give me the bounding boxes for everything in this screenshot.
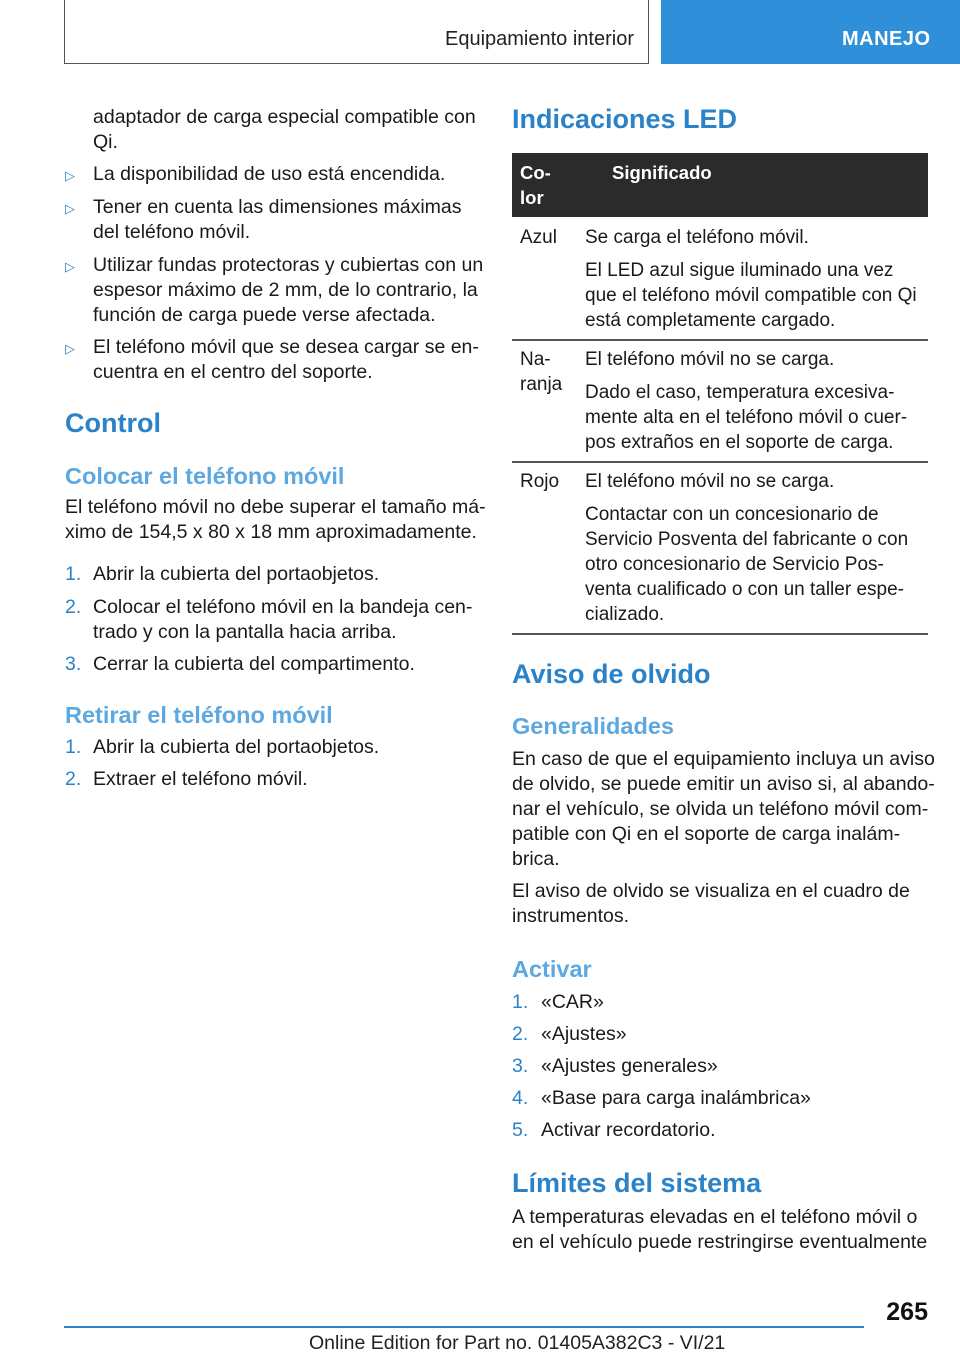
section-tab [661,0,960,64]
table-header [512,153,928,217]
table-row-divider [512,339,928,341]
heading-limites: Límites del sistema [512,1168,762,1198]
table-cell-meaning: El teléfono móvil no se carga. [585,349,835,370]
paragraph-line: instrumentos. [512,905,630,927]
step-number: 4. [512,1087,529,1109]
table-cell-detail: pos extraños en el soporte de carga. [585,432,894,453]
table-cell-color: Azul [520,227,557,248]
step-text: Colocar el teléfono móvil en la bandeja cen- [93,596,473,618]
heading-led: Indicaciones LED [512,104,738,134]
step-number: 5. [512,1119,529,1141]
section-label: MANEJO [842,28,931,50]
column-header-color: lor [520,187,544,208]
step-text: Abrir la cubierta del portaobjetos. [93,563,380,585]
table-cell-color: Rojo [520,471,560,492]
footer-edition: Online Edition for Part no. 01405A382C3 - VI/21 [309,1332,726,1354]
table-cell-meaning: Se carga el teléfono móvil. [585,227,809,248]
step-number: 1. [512,991,529,1013]
step-text: Extraer el teléfono móvil. [93,768,308,790]
intro-line: adaptador de carga especial compatible con [93,106,476,128]
bullet-text: Utilizar fundas protectoras y cubiertas con un [93,254,484,276]
table-row-divider [512,461,928,463]
bullet-text: El teléfono móvil que se desea cargar se en- [93,336,479,358]
table-cell-detail: Contactar con un concesionario de [585,504,879,525]
chapter-title: Equipamiento interior [445,28,634,50]
table-cell-detail: Dado el caso, temperatura excesiva- [585,382,895,403]
table-cell-detail: Servicio Posventa del fabricante o con [585,529,909,550]
step-text: «Ajustes» [541,1023,627,1045]
bullet-text: Tener en cuenta las dimensiones máximas [93,196,462,218]
triangle-bullet-icon: ▷ [65,201,75,216]
paragraph-line: En caso de que el equipamiento incluya un aviso [512,748,935,770]
triangle-bullet-icon: ▷ [65,259,75,274]
step-number: 2. [65,596,82,618]
table-cell-detail: está completamente cargado. [585,310,836,331]
heading-generalidades: Generalidades [512,713,674,739]
bullet-text: La disponibilidad de uso está encendida. [93,163,446,185]
table-cell-detail: que el teléfono móvil compatible con Qi [585,285,917,306]
heading-aviso: Aviso de olvido [512,659,711,689]
paragraph-line: El aviso de olvido se visualiza en el cuadro de [512,880,910,902]
page-number: 265 [886,1298,928,1326]
column-header-meaning: Significado [612,162,712,183]
table-cell-detail: El LED azul sigue iluminado una vez [585,260,894,281]
paragraph-line: El teléfono móvil no debe superar el tamaño má- [65,496,486,518]
triangle-bullet-icon: ▷ [65,341,75,356]
bullet-text: función de carga puede verse afectada. [93,304,436,326]
paragraph-line: ximo de 154,5 x 80 x 18 mm aproximadamente. [65,521,477,543]
step-number: 2. [512,1023,529,1045]
step-text: Abrir la cubierta del portaobjetos. [93,736,380,758]
table-cell-detail: cializado. [585,604,665,625]
paragraph-line: de olvido, se puede emitir un aviso si, al abando- [512,773,935,795]
table-cell-color: ranja [520,374,563,395]
paragraph-line: nar el vehículo, se olvida un teléfono móvil com- [512,798,929,820]
paragraph-line: patible con Qi en el soporte de carga inalám- [512,823,901,845]
table-bottom-border [512,633,928,635]
header-tab [64,0,649,64]
bullet-text: cuentra en el centro del soporte. [93,361,373,383]
footer-divider [64,1326,864,1328]
paragraph-line: A temperaturas elevadas en el teléfono móvil o [512,1206,918,1228]
step-number: 3. [512,1055,529,1077]
step-text: Cerrar la cubierta del compartimento. [93,653,415,675]
intro-line: Qi. [93,131,118,153]
step-text: trado y con la pantalla hacia arriba. [93,621,397,643]
heading-colocar: Colocar el teléfono móvil [65,463,345,489]
step-number: 1. [65,736,82,758]
triangle-bullet-icon: ▷ [65,168,75,183]
paragraph-line: brica. [512,848,560,870]
table-cell-meaning: El teléfono móvil no se carga. [585,471,835,492]
bullet-text: del teléfono móvil. [93,221,251,243]
step-text: «Ajustes generales» [541,1055,718,1077]
table-cell-detail: mente alta en el teléfono móvil o cuer- [585,407,908,428]
step-number: 2. [65,768,82,790]
heading-activar: Activar [512,956,592,982]
step-text: «Base para carga inalámbrica» [541,1087,811,1109]
table-cell-detail: otro concesionario de Servicio Pos- [585,554,884,575]
paragraph-line: en el vehículo puede restringirse eventualmente [512,1231,928,1253]
column-header-color: Co- [520,162,551,183]
step-text: Activar recordatorio. [541,1119,716,1141]
table-cell-color: Na- [520,349,551,370]
step-number: 3. [65,653,82,675]
heading-control: Control [65,408,161,438]
table-cell-detail: venta cualificado o con un taller espe- [585,579,904,600]
step-number: 1. [65,563,82,585]
bullet-text: espesor máximo de 2 mm, de lo contrario, la [93,279,478,301]
step-text: «CAR» [541,991,604,1013]
heading-retirar: Retirar el teléfono móvil [65,702,333,728]
